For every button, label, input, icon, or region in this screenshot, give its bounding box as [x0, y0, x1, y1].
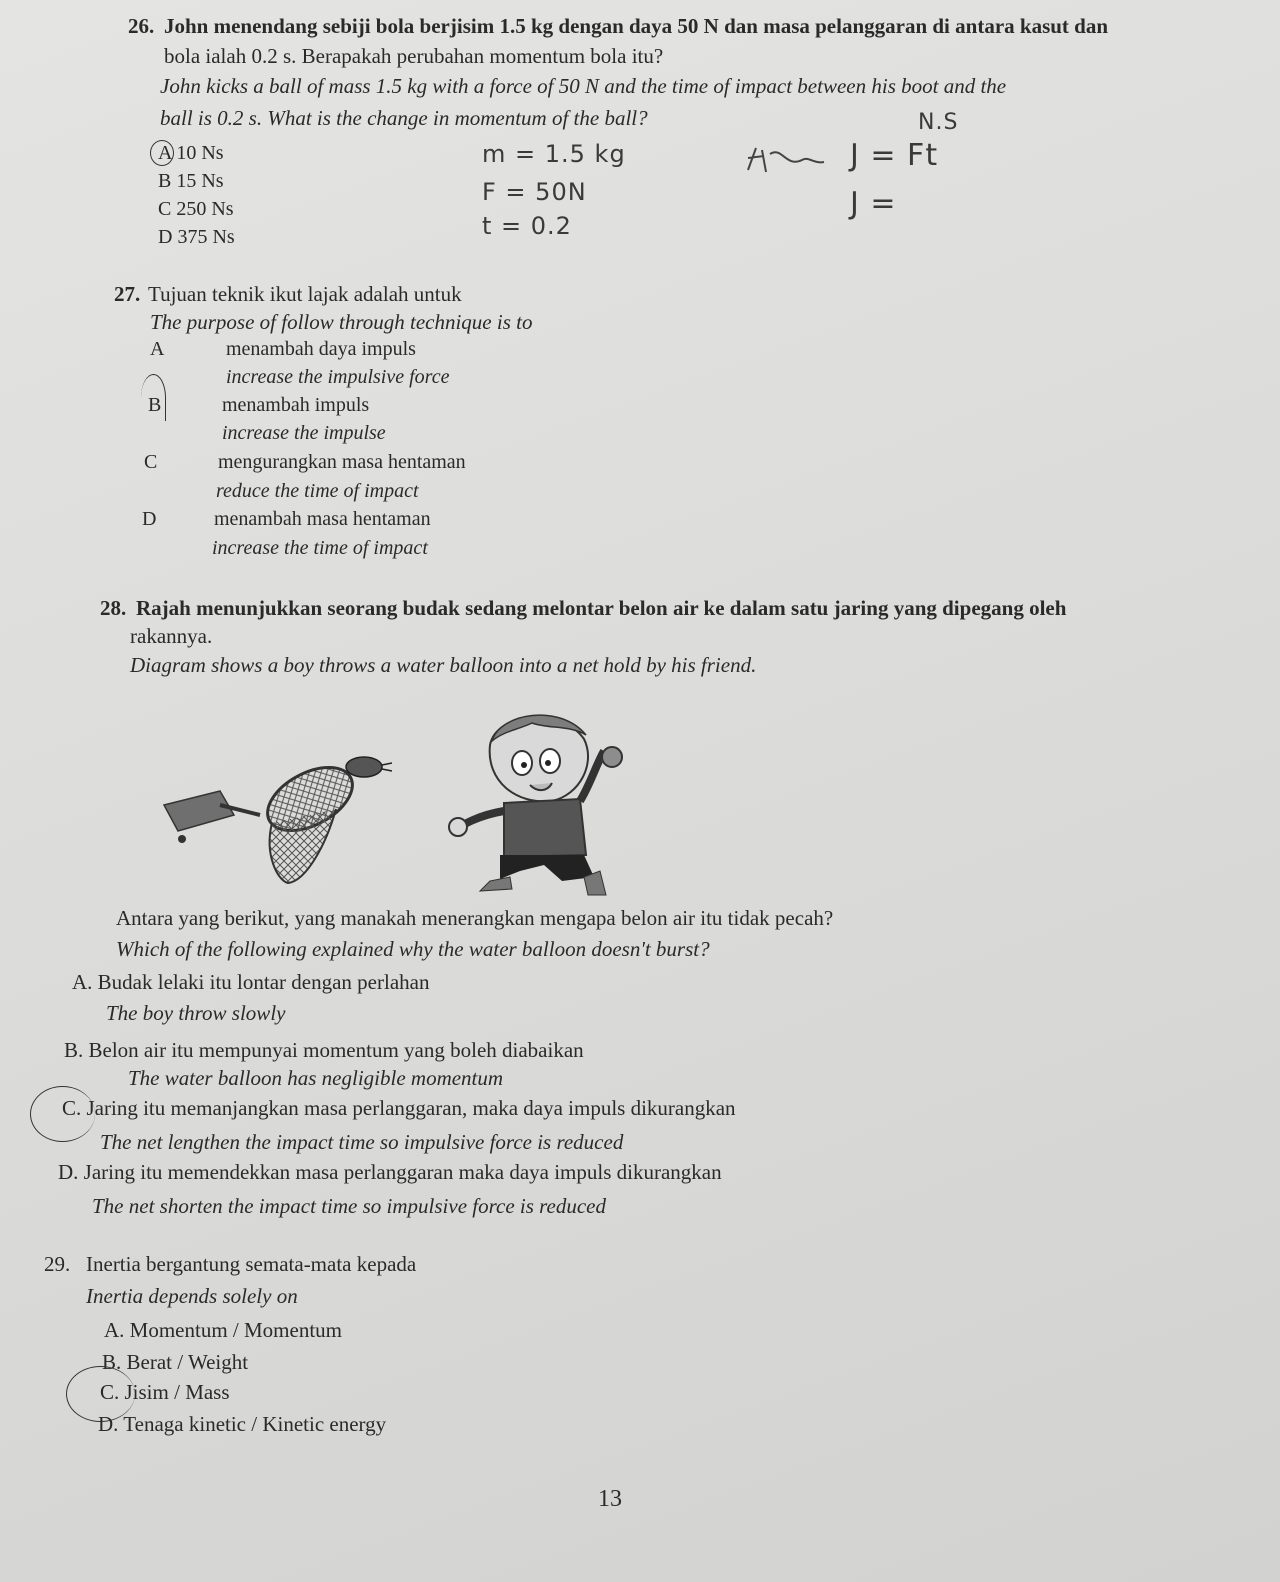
handwritten-unit: N.S [918, 110, 959, 135]
q27-option-b-letter: B [148, 394, 162, 416]
q28-option-d-ms: D. Jaring itu memendekkan masa perlanggaran maka daya impuls dikurangkan [58, 1160, 722, 1184]
boy-throwing [449, 715, 622, 895]
q28-option-c-en: The net lengthen the impact time so impulsive force is reduced [100, 1130, 624, 1154]
q26-text-en-1: John kicks a ball of mass 1.5 kg with a force of 50 N and the time of impact between his boot and the [160, 74, 1007, 98]
handwritten-impulse-blank: J = [850, 186, 897, 221]
q28-number: 28. [100, 596, 127, 620]
q26-number: 26. [128, 14, 155, 38]
q27-option-b-ms: menambah impuls [222, 394, 370, 416]
q29-option-b: B. Berat / Weight [102, 1350, 249, 1374]
q28-option-a-ms: A. Budak lelaki itu lontar dengan perlahan [72, 970, 430, 994]
water-balloon [346, 757, 392, 777]
handwritten-force: F = 50N [482, 178, 587, 206]
handwritten-impulse-formula: J = Ft [850, 138, 939, 173]
q29-option-a: A. Momentum / Momentum [104, 1318, 342, 1342]
q27-option-b-en: increase the impulse [222, 422, 386, 444]
answer-circle [150, 140, 174, 166]
q27-option-d-ms: menambah masa hentaman [214, 508, 431, 530]
scribble-mark [742, 142, 832, 178]
q29-number: 29. [44, 1252, 71, 1276]
net [257, 754, 363, 883]
net-holder-arm [164, 791, 260, 843]
q26-option-a: A 10 Ns [158, 142, 224, 164]
q26-option-b: B 15 Ns [158, 170, 224, 192]
answer-circle-b [141, 374, 166, 421]
q28-option-b-en: The water balloon has negligible momentum [128, 1066, 504, 1090]
q28-text-en: Diagram shows a boy throws a water balloon into a net hold by his friend. [130, 653, 757, 677]
page-number: 13 [598, 1486, 622, 1512]
q29-text-en: Inertia depends solely on [86, 1284, 298, 1308]
q27-text-en: The purpose of follow through technique is to [150, 310, 533, 334]
q29-text-ms: Inertia bergantung semata-mata kepada [86, 1252, 417, 1276]
diagram-boy-throwing-balloon [160, 705, 640, 905]
q26-option-c: C 250 Ns [158, 198, 234, 220]
q29-option-c: C. Jisim / Mass [100, 1380, 230, 1404]
q27-number: 27. [114, 282, 141, 306]
q28-question-ms: Antara yang berikut, yang manakah menerangkan mengapa belon air itu tidak pecah? [116, 906, 834, 930]
q28-text-ms-2: rakannya. [130, 624, 213, 648]
q27-option-c-letter: C [144, 451, 158, 473]
q28-option-b-ms: B. Belon air itu mempunyai momentum yang boleh diabaikan [64, 1038, 584, 1062]
q26-text-ms-1: John menendang sebiji bola berjisim 1.5 kg dengan daya 50 N dan masa pelanggaran di antara kasut dan [164, 14, 1109, 38]
q27-option-a-ms: menambah daya impuls [226, 338, 416, 360]
q28-option-c-ms: C. Jaring itu memanjangkan masa perlanggaran, maka daya impuls dikurangkan [62, 1096, 736, 1120]
q27-option-d-en: increase the time of impact [212, 537, 428, 559]
q27-option-c-ms: mengurangkan masa hentaman [218, 451, 466, 473]
q28-question-en: Which of the following explained why the water balloon doesn't burst? [116, 937, 710, 961]
handwritten-time: t = 0.2 [482, 212, 572, 240]
handwritten-mass: m = 1.5 kg [482, 140, 626, 168]
q27-option-a-letter: A [150, 338, 165, 360]
q27-text-ms: Tujuan teknik ikut lajak adalah untuk [148, 282, 462, 306]
q26-text-en-2: ball is 0.2 s. What is the change in momentum of the ball? [160, 106, 648, 130]
q28-option-d-en: The net shorten the impact time so impulsive force is reduced [92, 1194, 607, 1218]
q29-option-d: D. Tenaga kinetic / Kinetic energy [98, 1412, 387, 1436]
q26-text-ms-2: bola ialah 0.2 s. Berapakah perubahan momentum bola itu? [164, 44, 664, 68]
answer-circle-c [30, 1086, 95, 1142]
q27-option-a-en: increase the impulsive force [226, 366, 450, 388]
q28-option-a-en: The boy throw slowly [106, 1001, 286, 1025]
q27-option-d-letter: D [142, 508, 157, 530]
q27-option-c-en: reduce the time of impact [216, 480, 419, 502]
q26-option-d: D 375 Ns [158, 226, 235, 248]
q28-text-ms-1: Rajah menunjukkan seorang budak sedang melontar belon air ke dalam satu jaring yang dipegang oleh [136, 596, 1067, 620]
